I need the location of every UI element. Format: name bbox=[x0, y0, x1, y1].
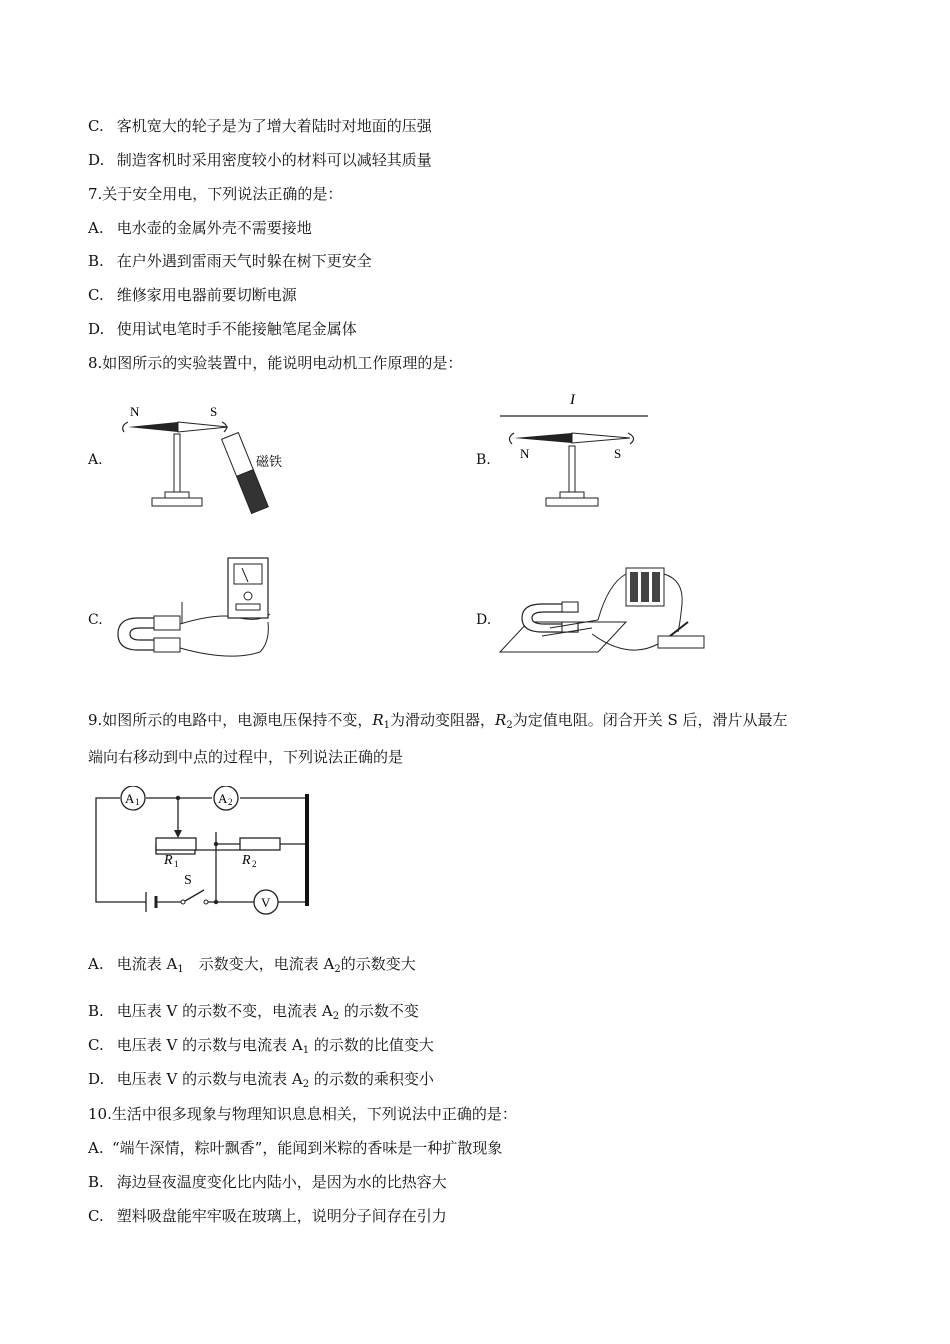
q8-figure-b bbox=[496, 388, 656, 512]
option-text: 电压表 V 的示数与电流表 A bbox=[116, 1070, 303, 1088]
r2-subscript: 2 bbox=[252, 859, 257, 869]
compass-stand bbox=[569, 446, 575, 492]
option-text: 的示数的比值变大 bbox=[309, 1036, 434, 1054]
compass-stand bbox=[174, 434, 180, 492]
compass-stand bbox=[165, 492, 189, 498]
stem-text: 为滑动变阻器， bbox=[390, 711, 496, 729]
r2-subscript: 2 bbox=[506, 720, 513, 731]
q9-option-d bbox=[88, 1069, 434, 1089]
a1-label: A bbox=[125, 791, 135, 806]
galvanometer-terminals bbox=[236, 604, 260, 610]
switch-lever bbox=[670, 622, 688, 636]
q8-figure-d bbox=[498, 564, 718, 664]
battery-cell bbox=[652, 572, 660, 602]
option-letter: A. bbox=[88, 955, 104, 973]
q8-label-c: C. bbox=[88, 612, 103, 628]
bar-magnet bbox=[222, 433, 269, 514]
option-letter: C. bbox=[88, 286, 104, 304]
switch-contact bbox=[204, 900, 208, 904]
switch-label: S bbox=[184, 873, 192, 888]
option-letter: B. bbox=[88, 1173, 104, 1191]
q8-figure-a bbox=[110, 398, 310, 516]
north-pole-label: N bbox=[520, 446, 530, 461]
south-pole-label: S bbox=[210, 404, 218, 419]
q8-label-b: B. bbox=[476, 452, 491, 468]
option-text: 的示数的乘积变小 bbox=[309, 1070, 434, 1088]
option-text: “端午深情，粽叶飘香”，能闻到米粽的香味是一种扩散现象 bbox=[112, 1139, 503, 1157]
a2-subscript: 2 bbox=[228, 797, 233, 807]
magnet-label: 磁铁 bbox=[256, 455, 283, 470]
subscript: 2 bbox=[332, 1011, 340, 1022]
option-letter: C. bbox=[88, 117, 104, 135]
option-text: 电水壶的金属外壳不需要接地 bbox=[116, 219, 312, 237]
option-letter: B. bbox=[88, 1002, 104, 1020]
magnet-pole bbox=[562, 602, 578, 612]
q9-circuit-diagram bbox=[90, 786, 320, 918]
q10-option-a bbox=[88, 1138, 502, 1158]
conductor-coil bbox=[154, 616, 180, 630]
option-letter: A. bbox=[88, 1139, 104, 1157]
conductor-coil bbox=[154, 638, 180, 652]
rotation-arrow-icon bbox=[123, 422, 128, 432]
junction-dot bbox=[214, 900, 218, 904]
q8-figure-c bbox=[110, 552, 310, 664]
q8-label-d: D. bbox=[476, 612, 492, 628]
a1-subscript: 1 bbox=[135, 797, 140, 807]
r1-subscript: 1 bbox=[383, 720, 390, 731]
compass-stand bbox=[560, 492, 584, 498]
option-text: 维修家用电器前要切断电源 bbox=[116, 286, 297, 304]
resistor-r1 bbox=[156, 838, 196, 850]
resistor-r2 bbox=[240, 838, 280, 850]
q9-stem-line1 bbox=[88, 710, 788, 730]
option-text: 塑料吸盘能牢牢吸在玻璃上，说明分子间存在引力 bbox=[116, 1207, 447, 1225]
wire bbox=[180, 622, 268, 656]
wire bbox=[664, 574, 682, 632]
q7-option-b bbox=[88, 251, 372, 271]
option-letter: B. bbox=[88, 252, 104, 270]
option-letter: D. bbox=[88, 1070, 105, 1088]
subscript: 2 bbox=[334, 964, 341, 975]
q7-stem: 7.关于安全用电，下列说法正确的是： bbox=[88, 185, 343, 203]
current-label: I bbox=[570, 392, 575, 408]
q7-option-a bbox=[88, 218, 312, 238]
option-text: 示数变大，电流表 A bbox=[183, 955, 335, 973]
battery-cell bbox=[641, 572, 649, 602]
north-pole-label: N bbox=[130, 404, 140, 419]
compass-needle-south bbox=[178, 422, 228, 432]
q9-option-b bbox=[88, 1001, 419, 1021]
q6-option-d bbox=[88, 150, 432, 170]
compass-needle-north bbox=[128, 422, 178, 432]
switch-base bbox=[658, 636, 704, 648]
magnet-light-half bbox=[222, 433, 254, 477]
option-text: 电流表 A bbox=[116, 955, 178, 973]
rotation-arrow-icon bbox=[509, 433, 514, 444]
stem-text: 为定值电阻。闭合开关 S 后，滑片从最左 bbox=[512, 711, 788, 729]
option-text: 使用试电笔时手不能接触笔尾金属体 bbox=[116, 320, 357, 338]
option-letter: D. bbox=[88, 151, 105, 169]
switch-contact bbox=[181, 900, 185, 904]
galvanometer-knob bbox=[244, 592, 252, 600]
option-text: 的示数变大 bbox=[340, 955, 416, 973]
a2-label: A bbox=[218, 791, 228, 806]
option-text: 的示数不变 bbox=[339, 1002, 419, 1020]
q10-option-b bbox=[88, 1172, 447, 1192]
q10-option-c bbox=[88, 1206, 447, 1226]
q9-option-a bbox=[88, 954, 416, 974]
option-letter: D. bbox=[88, 320, 105, 338]
magnet-dark-half bbox=[237, 470, 269, 514]
switch-blade bbox=[185, 890, 204, 901]
q10-stem: 10.生活中很多现象与物理知识息息相关，下列说法中正确的是： bbox=[88, 1105, 517, 1123]
r2-symbol: R bbox=[495, 711, 507, 729]
r1-label: R bbox=[164, 853, 173, 868]
slider-arrow-icon bbox=[174, 830, 182, 838]
q9-option-c bbox=[88, 1035, 434, 1055]
q8-stem: 8.如图所示的实验装置中，能说明电动机工作原理的是： bbox=[88, 354, 463, 372]
r1-symbol: R bbox=[372, 711, 384, 729]
option-letter: C. bbox=[88, 1207, 104, 1225]
option-letter: C. bbox=[88, 1036, 104, 1054]
voltmeter-label: V bbox=[261, 895, 271, 910]
q8-label-a: A. bbox=[88, 452, 103, 468]
junction-dot bbox=[214, 842, 218, 846]
option-text: 海边昼夜温度变化比内陆小，是因为水的比热容大 bbox=[116, 1173, 447, 1191]
q7-option-d bbox=[88, 319, 357, 339]
compass-base bbox=[152, 498, 202, 506]
compass-needle-north bbox=[514, 433, 572, 443]
r1-subscript: 1 bbox=[174, 859, 179, 869]
option-text: 客机宽大的轮子是为了增大着陆时对地面的压强 bbox=[116, 117, 432, 135]
option-text: 制造客机时采用密度较小的材料可以减轻其质量 bbox=[116, 151, 432, 169]
q6-option-c bbox=[88, 116, 432, 136]
q9-stem-line2: 端向右移动到中点的过程中，下列说法正确的是 bbox=[88, 748, 404, 766]
option-text: 电压表 V 的示数与电流表 A bbox=[116, 1036, 303, 1054]
option-text: 在户外遇到雷雨天气时躲在树下更安全 bbox=[116, 252, 372, 270]
wire bbox=[598, 574, 626, 620]
compass-needle-south bbox=[572, 433, 630, 443]
wire bbox=[96, 798, 146, 902]
subscript: 1 bbox=[302, 1045, 310, 1056]
subscript: 2 bbox=[302, 1079, 310, 1090]
q7-option-c bbox=[88, 285, 297, 305]
junction-dot bbox=[176, 796, 180, 800]
compass-base bbox=[546, 498, 598, 506]
stem-text: 9.如图所示的电路中，电源电压保持不变， bbox=[88, 711, 373, 729]
r2-label: R bbox=[242, 853, 251, 868]
subscript: 1 bbox=[177, 964, 184, 975]
option-text: 电压表 V 的示数不变，电流表 A bbox=[116, 1002, 333, 1020]
option-letter: A. bbox=[88, 219, 104, 237]
south-pole-label: S bbox=[614, 446, 622, 461]
battery-cell bbox=[630, 572, 638, 602]
